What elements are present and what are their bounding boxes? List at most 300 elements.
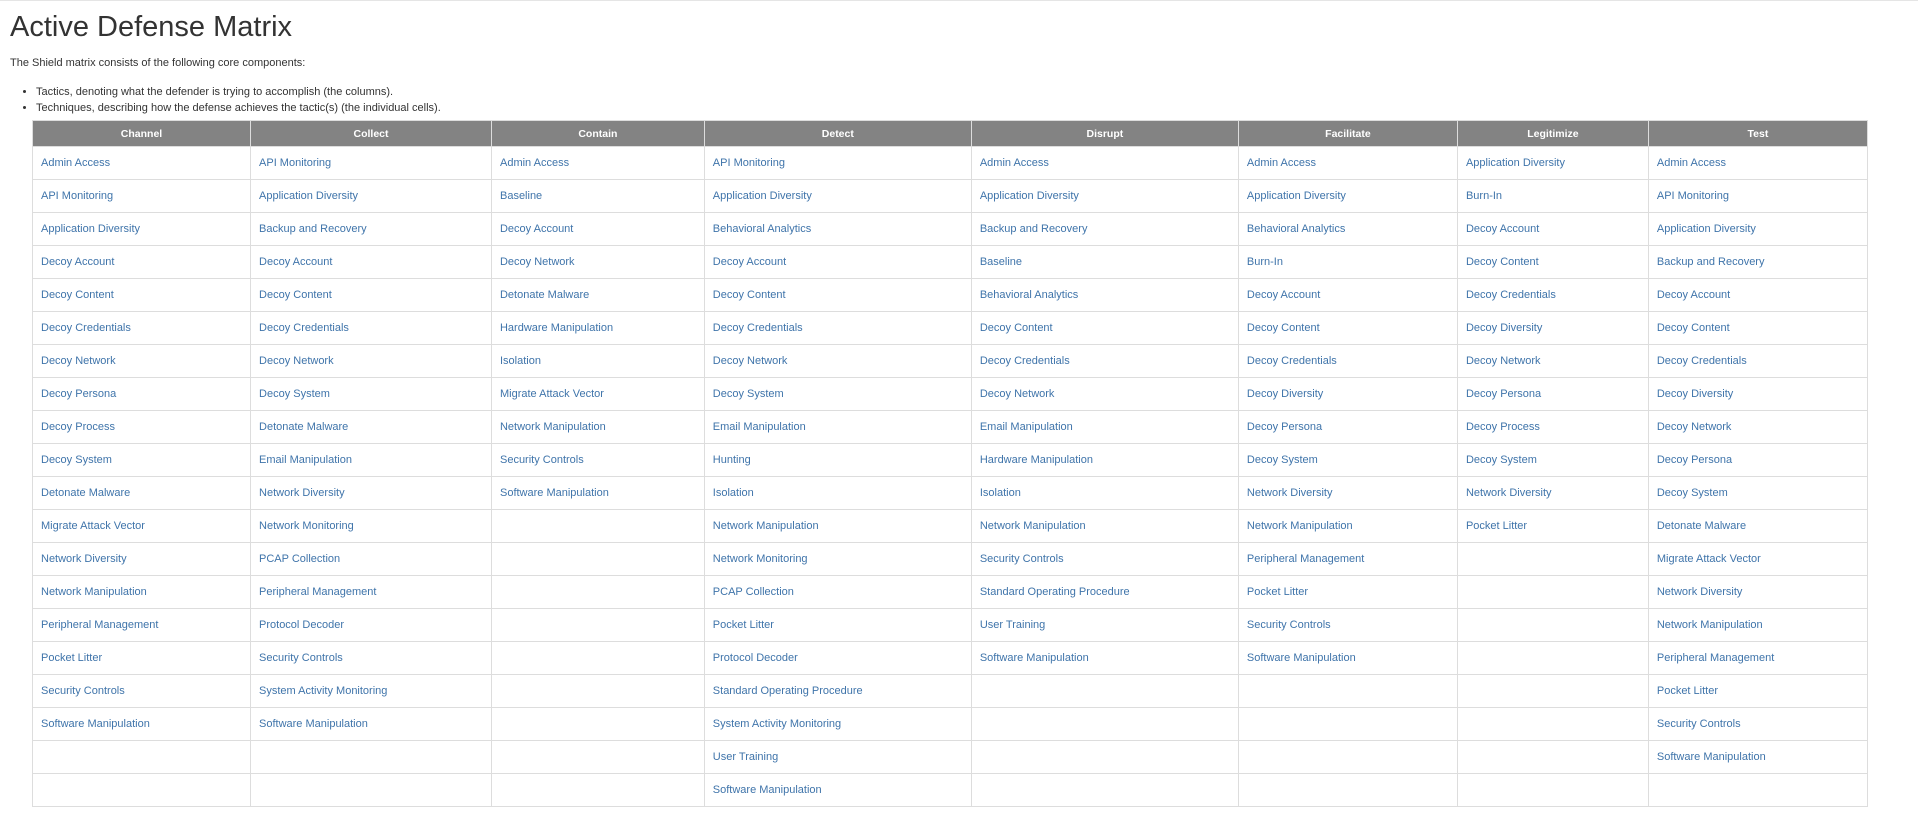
technique-link[interactable]: PCAP Collection xyxy=(259,553,341,565)
matrix-cell xyxy=(33,213,251,246)
technique-link[interactable]: Decoy Content xyxy=(1246,322,1320,334)
table-row xyxy=(33,708,1868,741)
matrix-header xyxy=(33,121,1868,147)
technique-link[interactable]: Network Manipulation xyxy=(712,520,819,532)
technique-link[interactable]: Decoy Account xyxy=(1246,289,1321,301)
technique-link[interactable]: Decoy Network xyxy=(1465,355,1541,367)
technique-link[interactable]: Detonate Malware xyxy=(259,421,349,433)
technique-link[interactable]: Decoy Diversity xyxy=(1656,388,1734,400)
technique-link[interactable]: User Training xyxy=(712,751,779,763)
technique-link[interactable]: Decoy Persona xyxy=(41,388,117,400)
matrix-cell xyxy=(971,246,1238,279)
technique-link[interactable]: Email Manipulation xyxy=(979,421,1073,433)
matrix-cell xyxy=(1648,312,1867,345)
technique-link[interactable]: Admin Access xyxy=(1246,157,1316,169)
matrix-cell xyxy=(491,543,704,576)
matrix-cell xyxy=(251,213,492,246)
components-list xyxy=(10,84,1908,116)
table-row xyxy=(33,213,1868,246)
matrix-cell xyxy=(1457,279,1648,312)
table-row xyxy=(33,675,1868,708)
technique-link[interactable]: API Monitoring xyxy=(259,157,332,169)
technique-link[interactable]: Backup and Recovery xyxy=(259,223,367,235)
matrix-cell xyxy=(33,543,251,576)
top-divider xyxy=(0,0,1918,1)
matrix-cell xyxy=(1648,147,1867,180)
matrix-cell xyxy=(704,345,971,378)
technique-link[interactable]: Hardware Manipulation xyxy=(499,322,614,334)
matrix-cell xyxy=(1648,477,1867,510)
table-row xyxy=(33,543,1868,576)
technique-link[interactable]: Network Diversity xyxy=(1246,487,1333,499)
matrix-cell xyxy=(33,609,251,642)
matrix-cell xyxy=(1648,378,1867,411)
matrix-cell xyxy=(491,345,704,378)
matrix-cell xyxy=(971,477,1238,510)
technique-link[interactable]: Pocket Litter xyxy=(41,652,103,664)
matrix-cell xyxy=(971,213,1238,246)
technique-link[interactable]: System Activity Monitoring xyxy=(259,685,388,697)
matrix-cell xyxy=(971,675,1238,708)
matrix-cell xyxy=(491,477,704,510)
technique-link[interactable]: Application Diversity xyxy=(712,190,812,202)
technique-link[interactable]: Application Diversity xyxy=(259,190,359,202)
matrix-cell xyxy=(704,609,971,642)
technique-link[interactable]: Security Controls xyxy=(1656,718,1741,730)
technique-link[interactable]: Decoy Content xyxy=(259,289,332,301)
table-row xyxy=(33,477,1868,510)
matrix-cell xyxy=(971,774,1238,807)
technique-link[interactable]: Software Manipulation xyxy=(1246,652,1356,664)
technique-link[interactable]: Application Diversity xyxy=(1465,157,1565,169)
technique-link[interactable]: Email Manipulation xyxy=(259,454,352,466)
matrix-cell xyxy=(251,774,492,807)
list-item: • Tactics, denoting what the defender is trying to accomplish (the columns). xyxy=(36,84,1908,100)
matrix-cell xyxy=(1457,510,1648,543)
table-row xyxy=(33,312,1868,345)
matrix-cell xyxy=(33,477,251,510)
technique-link[interactable]: API Monitoring xyxy=(41,190,114,202)
technique-link[interactable]: Burn-In xyxy=(1246,256,1283,268)
technique-link[interactable]: Decoy Diversity xyxy=(1246,388,1324,400)
technique-link[interactable]: API Monitoring xyxy=(712,157,785,169)
technique-link[interactable]: Network Monitoring xyxy=(259,520,354,532)
matrix-cell xyxy=(251,510,492,543)
technique-link[interactable]: Decoy Account xyxy=(259,256,333,268)
matrix-cell xyxy=(1238,246,1457,279)
list-item: • Techniques, describing how the defense achieves the tactic(s) (the individual cells). xyxy=(36,100,1908,116)
matrix-cell xyxy=(1457,246,1648,279)
technique-link[interactable]: Detonate Malware xyxy=(41,487,131,499)
matrix-cell xyxy=(251,279,492,312)
matrix-cell xyxy=(971,444,1238,477)
technique-link[interactable]: Isolation xyxy=(499,355,541,367)
technique-link[interactable]: Decoy Network xyxy=(499,256,575,268)
matrix-cell xyxy=(1238,708,1457,741)
technique-link[interactable]: Pocket Litter xyxy=(1465,520,1528,532)
matrix-cell xyxy=(1457,708,1648,741)
matrix-cell xyxy=(1648,576,1867,609)
technique-link[interactable]: Network Diversity xyxy=(41,553,127,565)
matrix-cell xyxy=(1238,477,1457,510)
technique-link[interactable]: Admin Access xyxy=(979,157,1049,169)
technique-link[interactable]: Network Manipulation xyxy=(1246,520,1353,532)
matrix-cell xyxy=(971,180,1238,213)
technique-link[interactable]: Burn-In xyxy=(1465,190,1503,202)
technique-link[interactable]: Application Diversity xyxy=(41,223,141,235)
matrix-cell xyxy=(1648,708,1867,741)
matrix-cell xyxy=(1457,675,1648,708)
matrix-cell xyxy=(491,411,704,444)
matrix-cell xyxy=(1238,774,1457,807)
matrix-cell xyxy=(491,741,704,774)
matrix-cell xyxy=(33,576,251,609)
technique-link[interactable]: Baseline xyxy=(499,190,543,202)
technique-link[interactable]: Network Diversity xyxy=(259,487,345,499)
technique-link[interactable]: Decoy Credentials xyxy=(1656,355,1747,367)
matrix-cell xyxy=(971,609,1238,642)
matrix-cell xyxy=(971,279,1238,312)
technique-link[interactable]: Network Manipulation xyxy=(979,520,1086,532)
technique-link[interactable]: Admin Access xyxy=(41,157,111,169)
technique-link[interactable]: Peripheral Management xyxy=(41,619,159,631)
matrix-cell xyxy=(704,741,971,774)
tactic-header-detect: Detect xyxy=(704,121,971,147)
technique-link[interactable]: Decoy System xyxy=(1656,487,1728,499)
tactic-header-legitimize: Legitimize xyxy=(1457,121,1648,147)
matrix-cell xyxy=(1238,345,1457,378)
technique-link[interactable]: Security Controls xyxy=(41,685,125,697)
technique-link[interactable]: Decoy Persona xyxy=(1246,421,1323,433)
matrix-cell xyxy=(704,378,971,411)
technique-link[interactable]: Decoy Account xyxy=(1656,289,1731,301)
technique-link[interactable]: Decoy Account xyxy=(499,223,574,235)
matrix-cell xyxy=(491,510,704,543)
technique-link[interactable]: Decoy Content xyxy=(979,322,1053,334)
technique-link[interactable]: Pocket Litter xyxy=(712,619,774,631)
technique-link[interactable]: Email Manipulation xyxy=(712,421,806,433)
technique-link[interactable]: Software Manipulation xyxy=(1656,751,1766,763)
technique-link[interactable]: Admin Access xyxy=(1656,157,1726,169)
technique-link[interactable]: Behavioral Analytics xyxy=(1246,223,1346,235)
matrix-cell xyxy=(1648,345,1867,378)
technique-link[interactable]: Decoy Persona xyxy=(1465,388,1542,400)
technique-link[interactable]: Baseline xyxy=(979,256,1023,268)
technique-link[interactable]: Security Controls xyxy=(979,553,1064,565)
page-title: Active Defense Matrix xyxy=(10,11,293,43)
matrix-cell xyxy=(491,576,704,609)
table-row xyxy=(33,279,1868,312)
technique-link[interactable]: Backup and Recovery xyxy=(1656,256,1765,268)
table-row xyxy=(33,609,1868,642)
technique-link[interactable]: Pocket Litter xyxy=(1656,685,1718,697)
technique-link[interactable]: Migrate Attack Vector xyxy=(1656,553,1761,565)
tactic-header-test: Test xyxy=(1648,121,1867,147)
matrix-cell xyxy=(1238,642,1457,675)
matrix-cell xyxy=(491,642,704,675)
matrix-cell xyxy=(971,147,1238,180)
table-row xyxy=(33,246,1868,279)
matrix-cell xyxy=(33,741,251,774)
technique-link[interactable]: Decoy Credentials xyxy=(259,322,349,334)
matrix-cell xyxy=(1648,543,1867,576)
matrix-cell xyxy=(1457,213,1648,246)
technique-link[interactable]: Network Diversity xyxy=(1656,586,1743,598)
technique-link[interactable]: Decoy Credentials xyxy=(1465,289,1556,301)
matrix-cell xyxy=(971,543,1238,576)
matrix-cell xyxy=(971,642,1238,675)
technique-link[interactable]: Standard Operating Procedure xyxy=(979,586,1130,598)
technique-link[interactable]: Protocol Decoder xyxy=(259,619,345,631)
technique-link[interactable]: User Training xyxy=(979,619,1046,631)
matrix-cell xyxy=(1457,180,1648,213)
technique-link[interactable]: Network Manipulation xyxy=(41,586,147,598)
table-row xyxy=(33,741,1868,774)
matrix-cell xyxy=(33,312,251,345)
matrix-cell xyxy=(704,180,971,213)
table-row xyxy=(33,345,1868,378)
technique-link[interactable]: Protocol Decoder xyxy=(712,652,798,664)
header-row xyxy=(33,121,1868,147)
matrix-cell xyxy=(1238,741,1457,774)
technique-link[interactable]: Decoy Account xyxy=(712,256,787,268)
matrix-cell xyxy=(33,708,251,741)
technique-link[interactable]: Peripheral Management xyxy=(1656,652,1775,664)
technique-link[interactable]: Software Manipulation xyxy=(499,487,609,499)
matrix-cell xyxy=(971,510,1238,543)
technique-link[interactable]: Detonate Malware xyxy=(499,289,590,301)
tactic-header-contain: Contain xyxy=(491,121,704,147)
matrix-cell xyxy=(971,378,1238,411)
matrix-cell xyxy=(1648,510,1867,543)
technique-link[interactable]: Security Controls xyxy=(259,652,343,664)
technique-link[interactable]: Decoy Diversity xyxy=(1465,322,1543,334)
matrix-cell xyxy=(33,378,251,411)
matrix-cell xyxy=(1457,609,1648,642)
matrix-cell xyxy=(251,246,492,279)
matrix-cell xyxy=(1457,576,1648,609)
technique-link[interactable]: Decoy System xyxy=(259,388,330,400)
technique-link[interactable]: Software Manipulation xyxy=(712,784,822,796)
technique-link[interactable]: Migrate Attack Vector xyxy=(41,520,145,532)
matrix-cell xyxy=(33,510,251,543)
matrix-cell xyxy=(33,642,251,675)
technique-link[interactable]: Decoy Account xyxy=(1465,223,1540,235)
tactic-header-disrupt: Disrupt xyxy=(971,121,1238,147)
matrix-cell xyxy=(704,279,971,312)
technique-link[interactable]: Isolation xyxy=(979,487,1021,499)
matrix-cell xyxy=(251,576,492,609)
technique-link[interactable]: Decoy Content xyxy=(41,289,114,301)
matrix-cell xyxy=(1648,642,1867,675)
matrix-cell xyxy=(251,741,492,774)
matrix-cell xyxy=(491,774,704,807)
technique-link[interactable]: Hunting xyxy=(712,454,751,466)
table-row xyxy=(33,411,1868,444)
matrix-cell xyxy=(1648,213,1867,246)
matrix-cell xyxy=(491,708,704,741)
technique-link[interactable]: Decoy Credentials xyxy=(41,322,131,334)
technique-link[interactable]: Software Manipulation xyxy=(979,652,1089,664)
technique-link[interactable]: Hardware Manipulation xyxy=(979,454,1093,466)
matrix-cell xyxy=(1648,741,1867,774)
technique-link[interactable]: Decoy Persona xyxy=(1656,454,1733,466)
technique-link[interactable]: Behavioral Analytics xyxy=(712,223,812,235)
technique-link[interactable]: Decoy Network xyxy=(41,355,116,367)
technique-link[interactable]: Application Diversity xyxy=(1656,223,1756,235)
technique-link[interactable]: Decoy Network xyxy=(712,355,788,367)
technique-link[interactable]: Decoy Content xyxy=(712,289,786,301)
technique-link[interactable]: Decoy Account xyxy=(41,256,115,268)
technique-link[interactable]: Network Diversity xyxy=(1465,487,1552,499)
technique-link[interactable]: Decoy System xyxy=(712,388,784,400)
table-row xyxy=(33,642,1868,675)
technique-link[interactable]: Decoy System xyxy=(41,454,112,466)
technique-link[interactable]: Admin Access xyxy=(499,157,570,169)
technique-link[interactable]: Detonate Malware xyxy=(1656,520,1747,532)
matrix-cell xyxy=(971,345,1238,378)
technique-link[interactable]: Pocket Litter xyxy=(1246,586,1309,598)
matrix-cell xyxy=(704,708,971,741)
matrix-cell xyxy=(251,543,492,576)
technique-link[interactable]: Decoy Network xyxy=(259,355,334,367)
matrix-cell xyxy=(491,609,704,642)
matrix-cell xyxy=(33,774,251,807)
matrix-cell xyxy=(491,312,704,345)
matrix-cell xyxy=(491,378,704,411)
matrix-cell xyxy=(704,510,971,543)
technique-link[interactable]: Decoy System xyxy=(1465,454,1537,466)
matrix-cell xyxy=(33,279,251,312)
matrix-cell xyxy=(1648,411,1867,444)
matrix-cell xyxy=(1457,444,1648,477)
matrix-cell xyxy=(704,147,971,180)
matrix-cell xyxy=(1238,675,1457,708)
matrix-cell xyxy=(251,378,492,411)
matrix-cell xyxy=(251,642,492,675)
table-row xyxy=(33,444,1868,477)
table-row xyxy=(33,147,1868,180)
matrix-cell xyxy=(491,444,704,477)
technique-link[interactable]: Software Manipulation xyxy=(41,718,150,730)
technique-link[interactable]: Network Manipulation xyxy=(499,421,606,433)
matrix-cell xyxy=(704,312,971,345)
table-row xyxy=(33,180,1868,213)
matrix-cell xyxy=(704,642,971,675)
technique-link[interactable]: Network Manipulation xyxy=(1656,619,1763,631)
matrix-cell xyxy=(704,213,971,246)
matrix-cell xyxy=(1457,378,1648,411)
matrix-cell xyxy=(1238,411,1457,444)
matrix-cell xyxy=(971,576,1238,609)
matrix-cell xyxy=(971,741,1238,774)
matrix-cell xyxy=(33,411,251,444)
technique-link[interactable]: Application Diversity xyxy=(1246,190,1346,202)
matrix-cell xyxy=(1457,312,1648,345)
technique-link[interactable]: Application Diversity xyxy=(979,190,1079,202)
technique-link[interactable]: Decoy System xyxy=(1246,454,1318,466)
technique-link[interactable]: Decoy Content xyxy=(1656,322,1730,334)
technique-link[interactable]: Peripheral Management xyxy=(259,586,377,598)
matrix-cell xyxy=(1457,345,1648,378)
matrix-cell xyxy=(1648,180,1867,213)
technique-link[interactable]: Security Controls xyxy=(499,454,584,466)
matrix-cell xyxy=(1238,378,1457,411)
technique-link[interactable]: Decoy Process xyxy=(1465,421,1540,433)
matrix-cell xyxy=(704,444,971,477)
matrix-cell xyxy=(1238,543,1457,576)
matrix-cell xyxy=(704,411,971,444)
matrix-cell xyxy=(251,147,492,180)
matrix-cell xyxy=(33,345,251,378)
table-row xyxy=(33,510,1868,543)
technique-link[interactable]: API Monitoring xyxy=(1656,190,1730,202)
matrix-cell xyxy=(1648,444,1867,477)
technique-link[interactable]: Decoy Credentials xyxy=(1246,355,1337,367)
matrix-cell xyxy=(971,708,1238,741)
matrix-cell xyxy=(491,675,704,708)
technique-link[interactable]: Software Manipulation xyxy=(259,718,368,730)
tactic-header-collect: Collect xyxy=(251,121,492,147)
matrix-cell xyxy=(491,213,704,246)
technique-link[interactable]: System Activity Monitoring xyxy=(712,718,842,730)
matrix-cell xyxy=(1457,477,1648,510)
table-row xyxy=(33,774,1868,807)
technique-link[interactable]: Decoy Credentials xyxy=(979,355,1070,367)
intro-text: The Shield matrix consists of the following core components: xyxy=(10,57,306,69)
matrix-cell xyxy=(251,180,492,213)
matrix-cell xyxy=(1457,147,1648,180)
technique-link[interactable]: Decoy Content xyxy=(1465,256,1539,268)
matrix-cell xyxy=(1648,246,1867,279)
technique-link[interactable]: Behavioral Analytics xyxy=(979,289,1079,301)
matrix-cell xyxy=(491,246,704,279)
matrix-cell xyxy=(1238,510,1457,543)
matrix-cell xyxy=(33,675,251,708)
matrix-cell xyxy=(1238,609,1457,642)
matrix-cell xyxy=(251,411,492,444)
technique-link[interactable]: Standard Operating Procedure xyxy=(712,685,863,697)
matrix-cell xyxy=(1238,279,1457,312)
matrix-cell xyxy=(1238,444,1457,477)
technique-link[interactable]: Network Monitoring xyxy=(712,553,808,565)
technique-link[interactable]: PCAP Collection xyxy=(712,586,794,598)
technique-link[interactable]: Decoy Network xyxy=(979,388,1055,400)
matrix-cell xyxy=(971,312,1238,345)
technique-link[interactable]: Isolation xyxy=(712,487,754,499)
matrix-cell xyxy=(491,279,704,312)
table-row xyxy=(33,378,1868,411)
technique-link[interactable]: Decoy Credentials xyxy=(712,322,803,334)
technique-link[interactable]: Decoy Process xyxy=(41,421,115,433)
technique-link[interactable]: Backup and Recovery xyxy=(979,223,1088,235)
page-content xyxy=(10,9,1908,116)
defense-matrix-table xyxy=(32,120,1868,807)
technique-link[interactable]: Decoy Network xyxy=(1656,421,1732,433)
tactic-header-channel: Channel xyxy=(33,121,251,147)
matrix-cell xyxy=(1238,312,1457,345)
matrix-cell xyxy=(251,675,492,708)
technique-link[interactable]: Peripheral Management xyxy=(1246,553,1365,565)
matrix-cell xyxy=(1457,774,1648,807)
matrix-cell xyxy=(704,774,971,807)
matrix-cell xyxy=(1457,411,1648,444)
matrix-cell xyxy=(1648,279,1867,312)
matrix-cell xyxy=(1238,147,1457,180)
technique-link[interactable]: Migrate Attack Vector xyxy=(499,388,604,400)
technique-link[interactable]: Security Controls xyxy=(1246,619,1331,631)
matrix-cell xyxy=(704,675,971,708)
